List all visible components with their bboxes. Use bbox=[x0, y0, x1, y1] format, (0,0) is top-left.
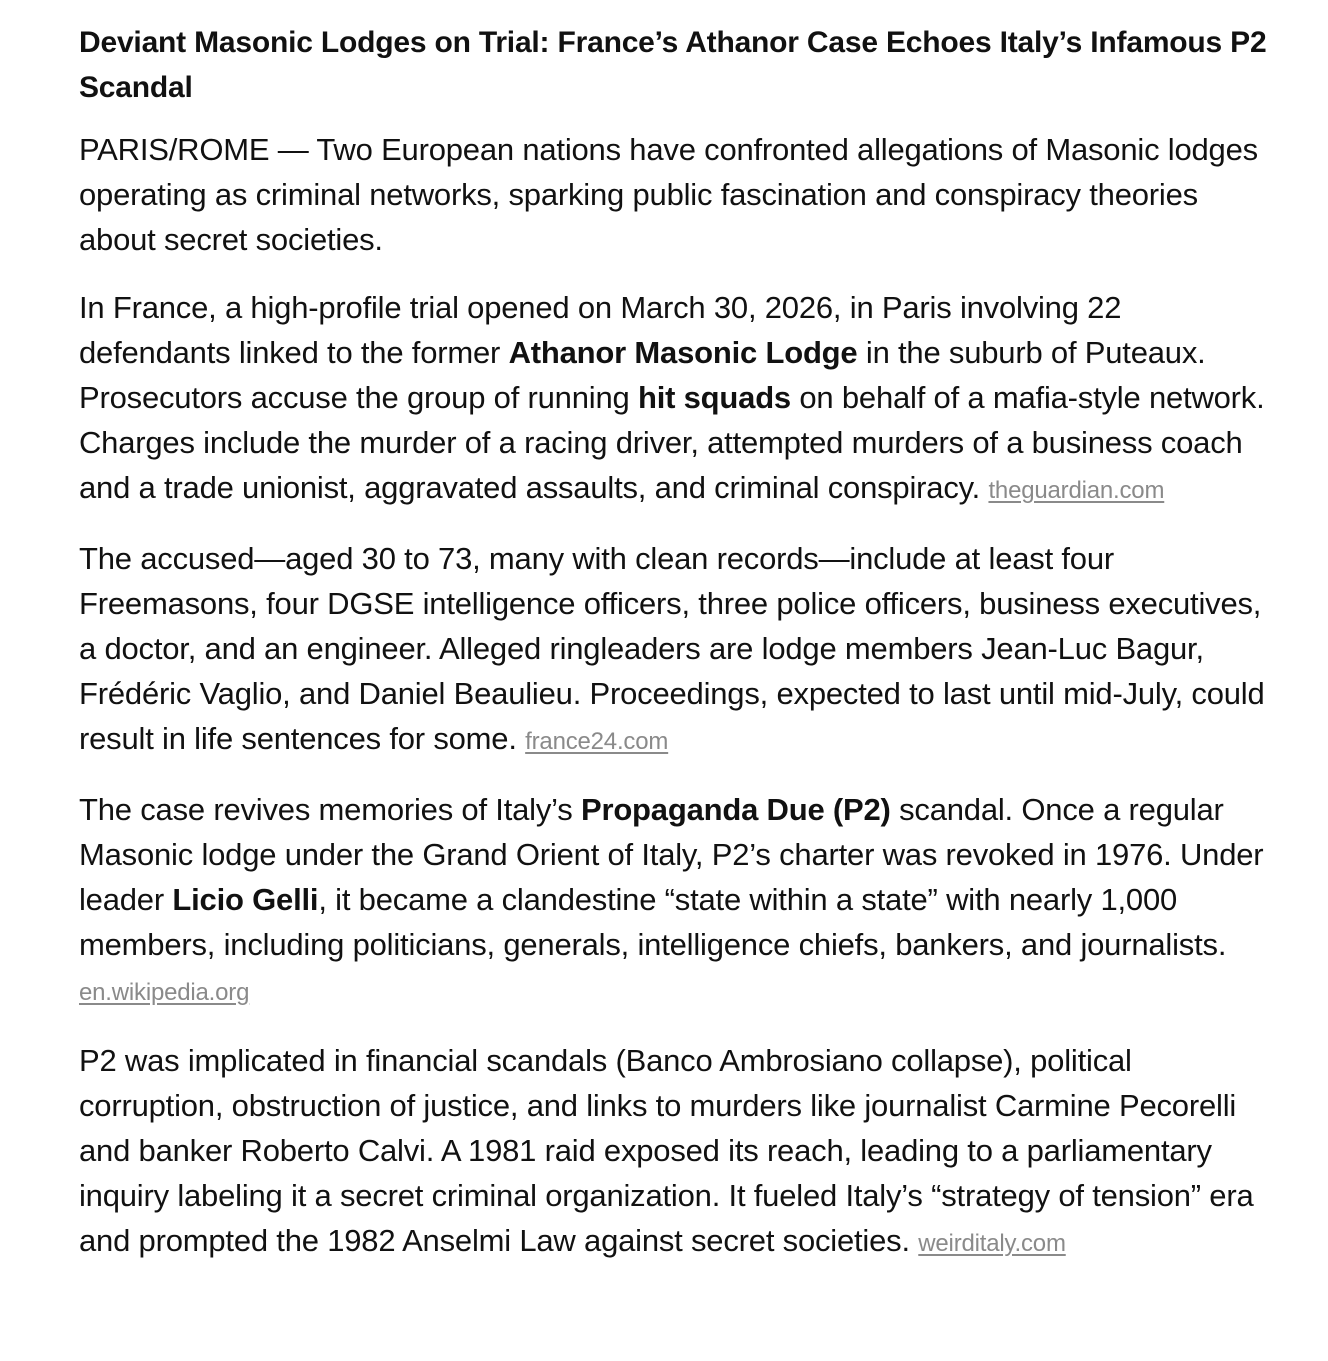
source-link-france24[interactable]: france24.com bbox=[525, 728, 669, 755]
paragraph-text: P2 was implicated in financial scandals (Banco Ambrosiano collapse), political corruption, obstruction of justice, and links to murders like journalist Carmine Pecorelli and banker Roberto Calvi. A 1981 raid exposed its reach, leading to a parliamentary inquiry labeling it a secret criminal organization. It fueled Italy’s “strategy of tension” era and prompted the 1982 Anselmi Law against secret societies. bbox=[79, 1043, 1254, 1258]
paragraph-text: The case revives memories of Italy’s bbox=[79, 792, 581, 827]
bold-hit-squads: hit squads bbox=[637, 380, 791, 415]
paragraph-p2-impact bbox=[79, 1038, 1279, 1266]
paragraph-athanor-trial bbox=[79, 285, 1279, 513]
paragraph-accused bbox=[79, 536, 1279, 764]
paragraph-text: PARIS/ROME — Two European nations have confronted allegations of Masonic lodges operating as criminal networks, sparking public fascination and conspiracy theories about secret societies. bbox=[79, 132, 1258, 257]
paragraph-p2-scandal bbox=[79, 787, 1279, 1015]
source-link-weirditaly[interactable]: weirditaly.com bbox=[918, 1230, 1066, 1257]
source-link-theguardian[interactable]: theguardian.com bbox=[988, 477, 1165, 504]
paragraph-text: in the suburb of Puteaux. Prosecutors accuse the group of running bbox=[79, 335, 1206, 415]
paragraph-text: scandal. Once a regular Masonic lodge under the Grand Orient of Italy, P2’s charter was revoked in 1976. Under leader bbox=[79, 792, 1264, 917]
paragraph-text: , it became a clandestine “state within a state” with nearly 1,000 members, including politicians, generals, intelligence chiefs, bankers, and journalists. bbox=[79, 882, 1227, 962]
article bbox=[79, 20, 1279, 1289]
source-link-wikipedia[interactable]: en.wikipedia.org bbox=[79, 979, 250, 1006]
paragraph-text: In France, a high-profile trial opened on March 30, 2026, in Paris involving 22 defendants linked to the former bbox=[79, 290, 1122, 370]
bold-propaganda-due: Propaganda Due (P2) bbox=[580, 792, 891, 827]
paragraph-intro bbox=[79, 127, 1279, 262]
paragraph-text: The accused—aged 30 to 73, many with clean records—include at least four Freemasons, four DGSE intelligence officers, three police officers, business executives, a doctor, and an engineer. Alleged ringleaders are lodge members Jean-Luc Bagur, Frédéric Vaglio, and Daniel Beaulieu. Proceedings, expected to last until mid-July, could result in life sentences for some. bbox=[79, 541, 1265, 756]
paragraph-text: on behalf of a mafia-style network. Charges include the murder of a racing driver, attempted murders of a business coach and a trade unionist, aggravated assaults, and criminal conspiracy. bbox=[79, 380, 1265, 505]
bold-athanor-lodge: Athanor Masonic Lodge bbox=[508, 335, 858, 370]
article-headline: Deviant Masonic Lodges on Trial: France’s Athanor Case Echoes Italy’s Infamous P2 Scandal bbox=[79, 26, 1267, 104]
bold-licio-gelli: Licio Gelli bbox=[172, 882, 319, 917]
